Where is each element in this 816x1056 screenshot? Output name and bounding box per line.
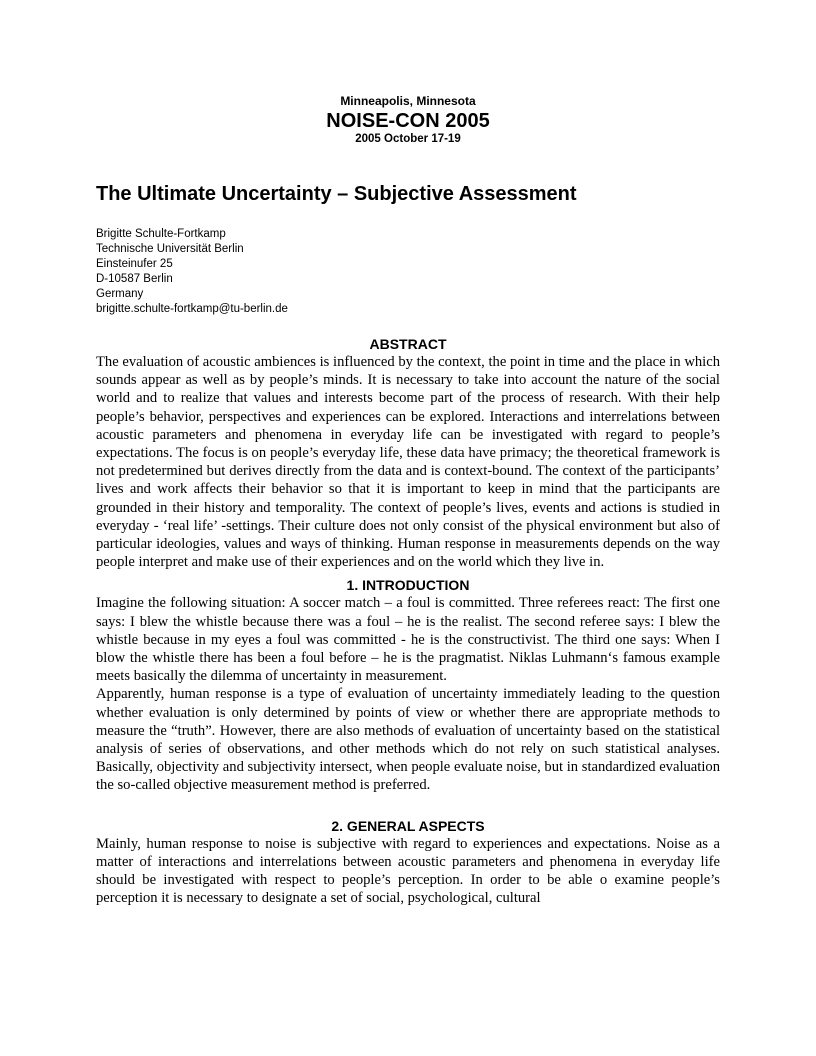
conference-date: 2005 October 17-19: [355, 133, 461, 145]
author-institution: Technische Universität Berlin: [96, 243, 244, 255]
conference-header: [96, 94, 720, 146]
abstract-text: The evaluation of acoustic ambiences is influenced by the context, the point in time and the place in which sounds appear as well as by people’s minds. It is necessary to take into account the nature of the social world and to realize that values and interests become part of the process of research. With their help people’s behavior, perspectives and experiences can be explored. Interactions and interrelations between acoustic parameters and phenomena in everyday life can be investigated with regard to people’s expectations. The focus is on people’s everyday life, these data have primacy; the theoretical framework is not predetermined but derives directly from the data and is context-bound. The context of the participants’ lives and work affects their behavior so that it is important to keep in mind that the participants are grounded in their history and temporality. The context of people’s lives, events and actions is studied in everyday - ‘real life’ -settings. Their culture does not only consist of the physical environment but also of particular ideologies, values and ways of thinking. Human response in measurements depends on the way people interpret and make use of their experiences and on the world which they live in.: [96, 354, 720, 571]
paper-page: [96, 94, 720, 907]
general-aspects-text: Mainly, human response to noise is subjective with regard to experiences and expectations. Noise as a matter of interactions and interrelations between acoustic parameters and phenomena in everyday life should be investigated with respect to people’s perception. In order to be able o examine people’s perception it is necessary to designate a set of social, psychological, cultural: [96, 835, 720, 907]
introduction-paragraph-2: Apparently, human response is a type of evaluation of uncertainty immediately leading to the question whether evaluation is only determined by points of view or whether there are appropriate methods to measure the “truth”. However, there are also methods of evaluation of uncertainty based on the statistical analysis of series of observations, and other methods which do not rely on such statistical analyses. Basically, objectivity and subjectivity intersect, when people evaluate noise, but in standardized evaluation the so-called objective measurement method is preferred.: [96, 686, 720, 794]
author-country: Germany: [96, 288, 144, 300]
author-name: Brigitte Schulte-Fortkamp: [96, 228, 226, 240]
paper-title: The Ultimate Uncertainty – Subjective Assessment: [96, 183, 577, 205]
author-block: [96, 227, 720, 317]
introduction-heading: 1. INTRODUCTION: [346, 577, 470, 594]
author-email: brigitte.schulte-fortkamp@tu-berlin.de: [96, 303, 288, 315]
author-street: Einsteinufer 25: [96, 258, 173, 270]
conference-name: NOISE-CON 2005: [326, 110, 490, 132]
introduction-paragraph-1: Imagine the following situation: A soccer match – a foul is committed. Three referees react: The first one says: I blew the whistle because there was a foul – he is the realist. The second referee says: I blew the whistle because in my eyes a foul was committed - he is the constructivist. The third one says: When I blow the whistle there has been a foul before – he is the pragmatist. Niklas Luhmann‘s famous example meets basically the dilemma of uncertainty in measurement.: [96, 595, 720, 685]
conference-location: Minneapolis, Minnesota: [340, 94, 476, 108]
author-city: D-10587 Berlin: [96, 273, 173, 285]
abstract-heading: ABSTRACT: [369, 336, 447, 352]
general-aspects-heading: 2. GENERAL ASPECTS: [331, 817, 485, 834]
